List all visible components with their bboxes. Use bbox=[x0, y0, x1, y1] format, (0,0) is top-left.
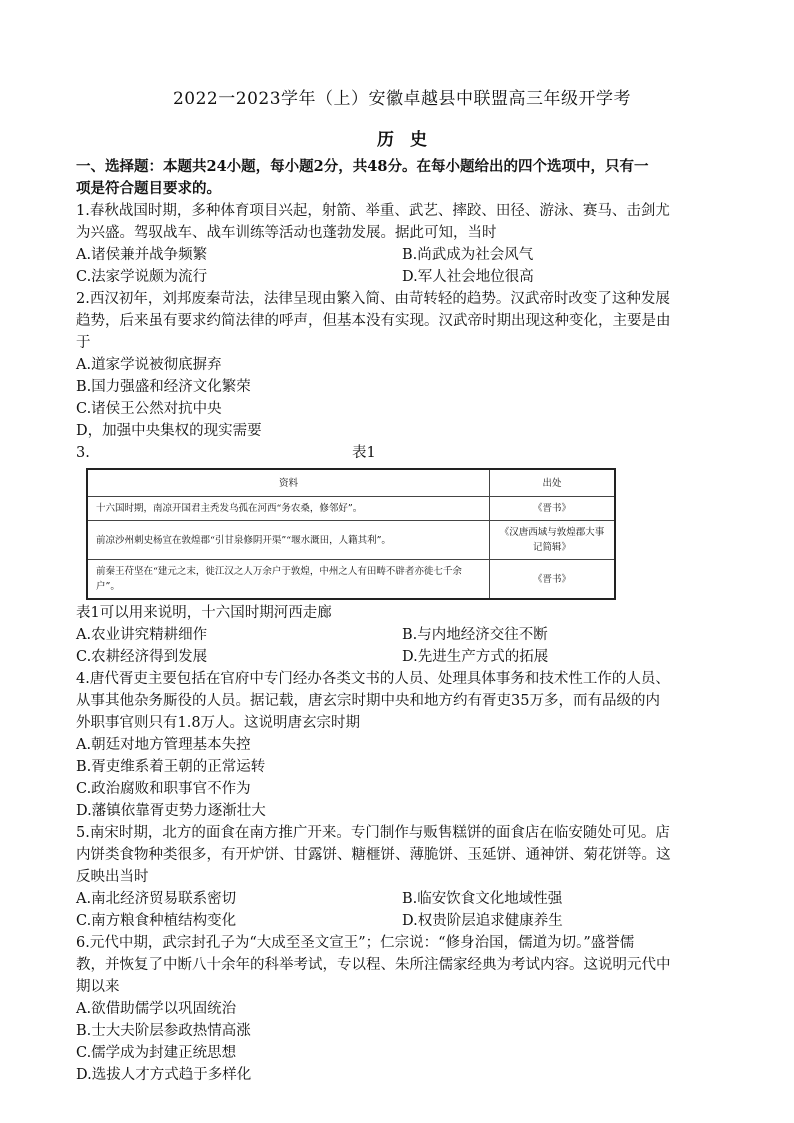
table-caption: 表1 bbox=[352, 445, 376, 461]
option-b: B.国力强盛和经济文化繁荣 bbox=[76, 379, 251, 395]
table-cell: 前秦王苻坚在“建元之末，徙江汉之人万余户于敦煌，中州之人有田畴不辟者亦徙七千余户”。 bbox=[87, 560, 490, 600]
option-c: C.儒学成为封建正统思想 bbox=[76, 1045, 237, 1061]
table-row bbox=[87, 560, 615, 600]
table-cell: 《晋书》 bbox=[490, 560, 616, 600]
exam-title: 2022一2023学年（上）安徽卓越县中联盟高三年级开学考 bbox=[172, 89, 632, 109]
question-6 bbox=[76, 932, 728, 1086]
question-stem: 从事其他杂务厮役的人员。据记载，唐玄宗时期中央和地方约有胥吏35万多，而有品级的内 bbox=[76, 693, 660, 709]
option-c: C.法家学说颇为流行 bbox=[76, 269, 208, 285]
option-c: C.南方粮食种植结构变化 bbox=[76, 913, 237, 929]
option-b: B.胥吏维系着王朝的正常运转 bbox=[76, 759, 266, 775]
option-d: D.藩镇依靠胥吏势力逐渐壮大 bbox=[76, 803, 266, 819]
question-stem: 外职事官则只有1.8万人。这说明唐玄宗时期 bbox=[76, 715, 361, 731]
option-b: B.尚武成为社会风气 bbox=[402, 247, 534, 263]
question-number: 3. bbox=[76, 445, 90, 461]
table-cell: 《汉唐西域与敦煌郡大事记简辑》 bbox=[490, 521, 616, 560]
table-cell: 十六国时期，南凉开国君主秃发乌孤在河西“务农桑，修邻好”。 bbox=[87, 497, 490, 521]
table-header: 资料 bbox=[87, 469, 490, 497]
table-header-row bbox=[87, 469, 615, 497]
option-a: A.诸侯兼并战争频繁 bbox=[76, 247, 208, 263]
question-stem: 2.西汉初年，刘邦废秦苛法，法律呈现由繁入简、由苛转轻的趋势。汉武帝时改变了这种发展 bbox=[76, 291, 670, 307]
option-a: A.南北经济贸易联系密切 bbox=[76, 891, 237, 907]
table-cell: 前凉沙州刺史杨宣在敦煌郡“引甘泉修阴开渠”“堰水溉田，人籍其利”。 bbox=[87, 521, 490, 560]
option-a: A.欲借助儒学以巩固统治 bbox=[76, 1001, 237, 1017]
option-d: D.选拔人才方式趋于多样化 bbox=[76, 1067, 252, 1083]
question-1 bbox=[76, 200, 728, 288]
section-heading-line1: 一、选择题：本题共24小题，每小题2分，共48分。在每小题给出的四个选项中，只有一 bbox=[76, 158, 649, 175]
exam-page bbox=[76, 84, 728, 1086]
option-b: B.士大夫阶层参政热情高涨 bbox=[76, 1023, 251, 1039]
option-c: C.诸侯王公然对抗中央 bbox=[76, 401, 222, 417]
question-3 bbox=[76, 442, 728, 668]
option-d: D.先进生产方式的拓展 bbox=[402, 649, 549, 665]
question-stem: 4.唐代胥吏主要包括在官府中专门经办各类文书的人员、处理具体事务和技术性工作的人员、 bbox=[76, 671, 670, 687]
question-4 bbox=[76, 668, 728, 822]
question-5 bbox=[76, 822, 728, 932]
table-cell: 《晋书》 bbox=[490, 497, 616, 521]
option-b: B.与内地经济交往不断 bbox=[402, 627, 548, 643]
option-d: D.权贵阶层追求健康养生 bbox=[402, 913, 563, 929]
question-stem: 于 bbox=[76, 335, 91, 351]
section-heading-line2: 项是符合题目要求的。 bbox=[76, 180, 221, 197]
table-header: 出处 bbox=[490, 469, 616, 497]
question-stem: 教，并恢复了中断八十余年的科举考试，专以程、朱所注儒家经典为考试内容。这说明元代中 bbox=[76, 957, 671, 973]
option-c: C.政治腐败和职事官不作为 bbox=[76, 781, 251, 797]
table-row bbox=[87, 521, 615, 560]
option-a: A.道家学说被彻底摒弃 bbox=[76, 357, 222, 373]
option-a: A.农业讲究精耕细作 bbox=[76, 627, 208, 643]
question-2 bbox=[76, 288, 728, 442]
question-stem: 趋势，后来虽有要求约简法律的呼声，但基本没有实现。汉武帝时期出现这种变化，主要是由 bbox=[76, 313, 671, 329]
option-a: A.朝廷对地方管理基本失控 bbox=[76, 737, 251, 753]
option-c: C.农耕经济得到发展 bbox=[76, 649, 208, 665]
question-stem: 反映出当时 bbox=[76, 869, 149, 885]
question-stem: 表1可以用来说明，十六国时期河西走廊 bbox=[76, 605, 332, 621]
option-d: D，加强中央集权的现实需要 bbox=[76, 423, 262, 439]
question-stem: 5.南宋时期，北方的面食在南方推广开来。专门制作与贩售糕饼的面食店在临安随处可见。店 bbox=[76, 825, 670, 841]
question-stem: 期以来 bbox=[76, 979, 120, 995]
source-table bbox=[86, 468, 616, 600]
question-stem: 内饼类食物种类很多，有开炉饼、甘露饼、糖榧饼、薄脆饼、玉延饼、通神饼、菊花饼等。这 bbox=[76, 847, 671, 863]
question-stem: 6.元代中期，武宗封孔子为“大成至圣文宣王”；仁宗说：“修身治国，儒道为切。”盛誉儒 bbox=[76, 935, 635, 951]
table-row bbox=[87, 497, 615, 521]
question-stem: 为兴盛。驾驭战车、战车训练等活动也蓬勃发展。据此可知，当时 bbox=[76, 225, 497, 241]
option-d: D.军人社会地位很高 bbox=[402, 269, 534, 285]
question-stem: 1.春秋战国时期，多种体育项目兴起，射箭、举重、武艺、摔跤、田径、游泳、赛马、击剑尤 bbox=[76, 203, 670, 219]
exam-subject: 历史 bbox=[377, 130, 443, 150]
option-b: B.临安饮食文化地域性强 bbox=[402, 891, 563, 907]
